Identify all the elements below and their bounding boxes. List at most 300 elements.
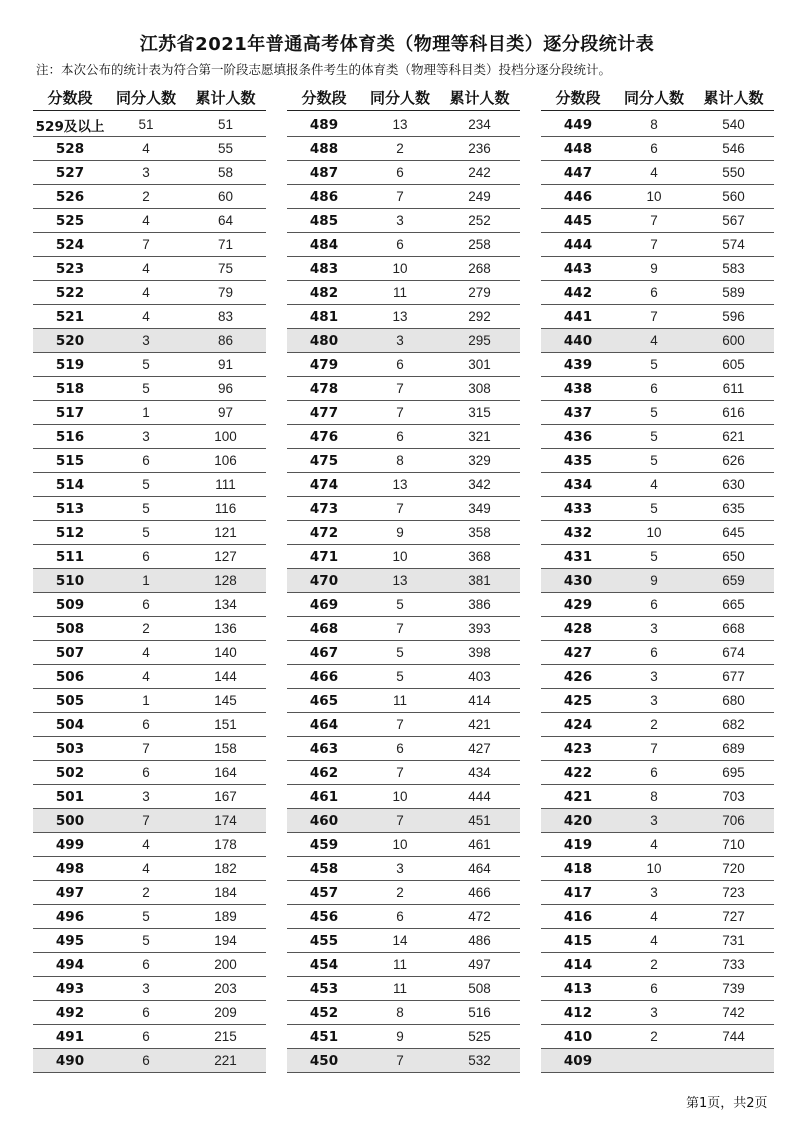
cumulative-cell: 605 (722, 357, 745, 372)
same-score-cell: 7 (142, 741, 150, 756)
cumulative-cell: 574 (722, 237, 745, 252)
table-row (33, 401, 266, 425)
cumulative-cell: 111 (215, 477, 236, 492)
same-score-cell: 10 (392, 837, 408, 852)
cumulative-cell: 200 (214, 957, 237, 972)
same-score-cell: 5 (650, 453, 658, 468)
cumulative-cell: 444 (468, 789, 491, 804)
table-row (287, 809, 520, 833)
cumulative-cell: 64 (217, 213, 234, 228)
cumulative-cell: 116 (214, 501, 237, 516)
score-cell: 502 (55, 764, 85, 781)
score-cell: 489 (309, 116, 339, 133)
cumulative-cell: 60 (217, 189, 234, 204)
table-row (33, 713, 266, 737)
cumulative-cell: 221 (214, 1053, 237, 1068)
same-score-cell: 6 (142, 957, 150, 972)
cumulative-cell: 508 (468, 981, 491, 996)
score-cell: 522 (55, 284, 85, 301)
score-cell: 437 (563, 404, 593, 421)
score-cell: 409 (563, 1052, 593, 1069)
same-score-cell: 5 (650, 405, 658, 420)
score-cell: 490 (55, 1052, 85, 1069)
cumulative-cell: 144 (214, 669, 237, 684)
table-row (287, 737, 520, 761)
same-score-cell: 4 (142, 285, 150, 300)
table-row (287, 425, 520, 449)
score-cell: 464 (309, 716, 339, 733)
cumulative-cell: 140 (214, 645, 237, 660)
cumulative-cell: 75 (217, 261, 234, 276)
table-row (287, 833, 520, 857)
same-score-cell: 3 (650, 693, 658, 708)
table-row (287, 977, 520, 1001)
score-cell: 507 (55, 644, 85, 661)
score-cell: 475 (309, 452, 339, 469)
cumulative-cell: 706 (722, 813, 745, 828)
table-row (287, 617, 520, 641)
cumulative-cell: 136 (214, 621, 237, 636)
score-cell: 500 (55, 812, 85, 829)
same-score-cell: 6 (650, 765, 658, 780)
score-cell: 426 (563, 668, 593, 685)
same-score-cell: 2 (142, 189, 150, 204)
same-score-cell: 7 (396, 717, 404, 732)
score-cell: 527 (55, 164, 85, 181)
cumulative-cell: 71 (217, 237, 234, 252)
cumulative-cell: 128 (214, 573, 237, 588)
score-cell: 453 (309, 980, 339, 997)
cumulative-cell: 497 (468, 957, 491, 972)
score-cell: 430 (563, 572, 593, 589)
table-row (541, 665, 774, 689)
table-row (287, 257, 520, 281)
score-cell: 417 (563, 884, 593, 901)
cumulative-cell: 121 (214, 525, 237, 540)
table-row (33, 161, 266, 185)
score-cell: 519 (55, 356, 85, 373)
same-score-cell: 6 (142, 1005, 150, 1020)
score-cell: 448 (563, 140, 593, 157)
table-row (541, 617, 774, 641)
score-cell: 418 (563, 860, 593, 877)
table-row (33, 977, 266, 1001)
score-table-column-1 (33, 84, 266, 1073)
same-score-cell: 7 (650, 237, 658, 252)
score-cell: 424 (563, 716, 593, 733)
same-score-cell: 11 (392, 285, 407, 300)
table-row (287, 641, 520, 665)
table-row (33, 953, 266, 977)
same-score-cell: 7 (396, 381, 404, 396)
same-score-cell: 7 (396, 1053, 404, 1068)
table-row (33, 785, 266, 809)
table-row (541, 833, 774, 857)
cumulative-cell: 680 (722, 693, 745, 708)
table-row (287, 881, 520, 905)
same-score-cell: 5 (650, 549, 658, 564)
table-row (287, 545, 520, 569)
table-row (541, 257, 774, 281)
score-cell: 435 (563, 452, 593, 469)
table-header (33, 84, 266, 111)
score-cell: 446 (563, 188, 593, 205)
score-cell: 510 (55, 572, 85, 589)
same-score-cell: 6 (396, 909, 404, 924)
cumulative-cell: 58 (217, 165, 234, 180)
cumulative-cell: 79 (217, 285, 234, 300)
cumulative-cell: 611 (722, 381, 745, 396)
score-cell: 481 (309, 308, 339, 325)
cumulative-cell: 91 (217, 357, 234, 372)
same-score-cell: 3 (650, 621, 658, 636)
cumulative-cell: 733 (722, 957, 745, 972)
cumulative-cell: 55 (217, 141, 234, 156)
cumulative-cell: 744 (722, 1029, 745, 1044)
score-cell: 505 (55, 692, 85, 709)
cumulative-cell: 695 (722, 765, 745, 780)
table-row (541, 377, 774, 401)
cumulative-cell: 393 (468, 621, 491, 636)
same-score-cell: 3 (650, 669, 658, 684)
table-row (287, 905, 520, 929)
same-score-cell: 3 (396, 333, 404, 348)
score-cell: 423 (563, 740, 593, 757)
same-score-cell: 6 (650, 381, 658, 396)
header-score-range: 分数段 (555, 88, 601, 107)
table-row (287, 761, 520, 785)
same-score-cell: 7 (396, 813, 404, 828)
table-header (541, 84, 774, 111)
cumulative-cell: 106 (214, 453, 237, 468)
table-row (287, 329, 520, 353)
score-cell: 468 (309, 620, 339, 637)
cumulative-cell: 659 (722, 573, 745, 588)
score-cell: 434 (563, 476, 593, 493)
score-cell: 421 (563, 788, 593, 805)
score-cell: 499 (55, 836, 85, 853)
same-score-cell: 6 (650, 597, 658, 612)
table-row (33, 737, 266, 761)
same-score-cell: 6 (396, 237, 404, 252)
score-cell: 491 (55, 1028, 85, 1045)
same-score-cell: 10 (646, 861, 662, 876)
table-row (541, 737, 774, 761)
same-score-cell: 5 (142, 381, 150, 396)
score-cell: 460 (309, 812, 339, 829)
score-cell: 425 (563, 692, 593, 709)
table-row (287, 305, 520, 329)
cumulative-cell: 677 (722, 669, 745, 684)
same-score-cell: 6 (650, 645, 658, 660)
score-cell: 439 (563, 356, 593, 373)
table-row (287, 857, 520, 881)
cumulative-cell: 550 (722, 165, 745, 180)
table-row (287, 185, 520, 209)
score-cell: 508 (55, 620, 85, 637)
same-score-cell: 4 (142, 837, 150, 852)
table-row (33, 617, 266, 641)
table-row (287, 593, 520, 617)
cumulative-cell: 189 (214, 909, 237, 924)
score-cell: 511 (55, 548, 85, 565)
score-cell: 506 (55, 668, 85, 685)
same-score-cell: 6 (142, 549, 150, 564)
score-cell: 497 (55, 884, 85, 901)
cumulative-cell: 295 (468, 333, 491, 348)
same-score-cell: 13 (392, 117, 408, 132)
same-score-cell: 6 (396, 429, 404, 444)
table-note: 注：本次公布的统计表为符合第一阶段志愿填报条件考生的体育类（物理等科目类）投档分逐分段统计。 (36, 62, 612, 77)
table-row (287, 161, 520, 185)
same-score-cell: 7 (650, 213, 658, 228)
score-cell: 451 (309, 1028, 339, 1045)
header-same-score-count: 同分人数 (623, 88, 684, 107)
table-row (541, 281, 774, 305)
cumulative-cell: 174 (214, 813, 237, 828)
table-row (541, 1001, 774, 1025)
table-row (287, 137, 520, 161)
same-score-cell: 2 (142, 621, 150, 636)
table-row (287, 113, 520, 137)
score-cell: 521 (55, 308, 85, 325)
same-score-cell: 1 (142, 693, 150, 708)
same-score-cell: 3 (650, 885, 658, 900)
cumulative-cell: 682 (722, 717, 745, 732)
cumulative-cell: 167 (214, 789, 237, 804)
score-cell: 480 (309, 332, 339, 349)
cumulative-cell: 589 (722, 285, 745, 300)
table-row (541, 689, 774, 713)
same-score-cell: 51 (138, 117, 154, 132)
same-score-cell: 4 (650, 333, 658, 348)
same-score-cell: 4 (650, 837, 658, 852)
table-row (33, 329, 266, 353)
cumulative-cell: 461 (468, 837, 491, 852)
table-row (541, 953, 774, 977)
table-row (287, 377, 520, 401)
cumulative-cell: 368 (468, 549, 491, 564)
score-cell: 520 (55, 332, 85, 349)
score-cell: 466 (309, 668, 339, 685)
table-row (541, 641, 774, 665)
score-cell: 525 (55, 212, 85, 229)
same-score-cell: 4 (650, 477, 658, 492)
score-table-column-2 (287, 84, 520, 1073)
score-cell: 459 (309, 836, 339, 853)
cumulative-cell: 96 (217, 381, 234, 396)
table-row (33, 641, 266, 665)
same-score-cell: 9 (650, 261, 658, 276)
score-cell: 440 (563, 332, 593, 349)
score-cell: 516 (55, 428, 85, 445)
table-row (33, 497, 266, 521)
table-row (541, 905, 774, 929)
score-cell: 441 (563, 308, 593, 325)
cumulative-cell: 616 (722, 405, 745, 420)
cumulative-cell: 308 (468, 381, 491, 396)
score-cell: 488 (309, 140, 339, 157)
header-cumulative-count: 累计人数 (195, 88, 256, 107)
table-row (33, 281, 266, 305)
score-cell: 456 (309, 908, 339, 925)
score-cell: 469 (309, 596, 339, 613)
cumulative-cell: 532 (468, 1053, 491, 1068)
score-cell: 444 (563, 236, 593, 253)
score-cell: 495 (55, 932, 85, 949)
score-cell: 513 (55, 500, 85, 517)
score-cell: 509 (55, 596, 85, 613)
same-score-cell: 7 (396, 405, 404, 420)
score-cell: 515 (55, 452, 85, 469)
same-score-cell: 10 (392, 261, 408, 276)
same-score-cell: 7 (142, 237, 150, 252)
score-table-column-3 (541, 84, 774, 1073)
header-cumulative-count: 累计人数 (449, 88, 510, 107)
cumulative-cell: 194 (214, 933, 237, 948)
cumulative-cell: 83 (217, 309, 234, 324)
same-score-cell: 3 (142, 429, 150, 444)
cumulative-cell: 434 (468, 765, 491, 780)
score-cell: 467 (309, 644, 339, 661)
same-score-cell: 11 (392, 693, 407, 708)
cumulative-cell: 51 (217, 117, 234, 132)
same-score-cell: 13 (392, 477, 408, 492)
table-row (541, 929, 774, 953)
table-row (33, 521, 266, 545)
same-score-cell: 5 (142, 525, 150, 540)
same-score-cell: 4 (142, 261, 150, 276)
same-score-cell: 8 (396, 1005, 404, 1020)
table-row (541, 881, 774, 905)
same-score-cell: 6 (142, 1029, 150, 1044)
cumulative-cell: 321 (468, 429, 491, 444)
same-score-cell: 14 (392, 933, 408, 948)
same-score-cell: 6 (650, 285, 658, 300)
table-row (33, 449, 266, 473)
table-row (33, 569, 266, 593)
same-score-cell: 4 (650, 933, 658, 948)
cumulative-cell: 596 (722, 309, 745, 324)
table-row (541, 593, 774, 617)
cumulative-cell: 723 (722, 885, 745, 900)
score-cell: 447 (563, 164, 593, 181)
cumulative-cell: 451 (468, 813, 491, 828)
header-same-score-count: 同分人数 (369, 88, 430, 107)
table-row (33, 833, 266, 857)
cumulative-cell: 258 (468, 237, 491, 252)
score-cell: 414 (563, 956, 593, 973)
score-cell: 445 (563, 212, 593, 229)
score-cell: 514 (55, 476, 85, 493)
table-row (287, 713, 520, 737)
score-cell: 487 (309, 164, 339, 181)
score-cell: 494 (55, 956, 85, 973)
table-row (541, 353, 774, 377)
same-score-cell: 2 (142, 885, 150, 900)
score-cell: 452 (309, 1004, 339, 1021)
score-cell: 465 (309, 692, 339, 709)
cumulative-cell: 145 (214, 693, 237, 708)
cumulative-cell: 182 (214, 861, 237, 876)
cumulative-cell: 567 (722, 213, 745, 228)
table-row (541, 785, 774, 809)
score-cell: 462 (309, 764, 339, 781)
table-row (33, 881, 266, 905)
table-row (287, 449, 520, 473)
cumulative-cell: 178 (214, 837, 237, 852)
same-score-cell: 3 (142, 981, 150, 996)
table-row (287, 929, 520, 953)
cumulative-cell: 486 (468, 933, 491, 948)
same-score-cell: 6 (396, 165, 404, 180)
cumulative-cell: 540 (722, 117, 745, 132)
same-score-cell: 2 (650, 717, 658, 732)
table-row (287, 521, 520, 545)
table-row (33, 425, 266, 449)
same-score-cell: 5 (650, 501, 658, 516)
cumulative-cell: 689 (722, 741, 745, 756)
table-row (33, 1049, 266, 1073)
same-score-cell: 2 (396, 141, 404, 156)
score-cell: 484 (309, 236, 339, 253)
page-title: 江苏省2021年普通高考体育类（物理等科目类）逐分段统计表 (139, 34, 655, 55)
table-row (287, 785, 520, 809)
header-cumulative-count: 累计人数 (703, 88, 764, 107)
same-score-cell: 10 (392, 549, 408, 564)
same-score-cell: 3 (396, 213, 404, 228)
same-score-cell: 11 (392, 957, 407, 972)
score-cell: 498 (55, 860, 85, 877)
same-score-cell: 1 (142, 573, 150, 588)
same-score-cell: 4 (650, 165, 658, 180)
same-score-cell: 5 (142, 477, 150, 492)
cumulative-cell: 583 (722, 261, 745, 276)
table-row (541, 161, 774, 185)
score-cell: 410 (563, 1028, 593, 1045)
table-row (33, 377, 266, 401)
score-cell: 512 (55, 524, 85, 541)
cumulative-cell: 215 (214, 1029, 237, 1044)
score-cell: 412 (563, 1004, 593, 1021)
score-cell: 524 (55, 236, 85, 253)
same-score-cell: 7 (650, 741, 658, 756)
cumulative-cell: 358 (468, 525, 491, 540)
cumulative-cell: 134 (214, 597, 237, 612)
cumulative-cell: 742 (722, 1005, 745, 1020)
score-cell: 517 (55, 404, 85, 421)
cumulative-cell: 516 (468, 1005, 491, 1020)
cumulative-cell: 151 (214, 717, 237, 732)
score-cell: 483 (309, 260, 339, 277)
table-row (287, 1001, 520, 1025)
same-score-cell: 13 (392, 573, 408, 588)
table-row (287, 497, 520, 521)
score-cell: 419 (563, 836, 593, 853)
cumulative-cell: 242 (468, 165, 491, 180)
score-cell: 470 (309, 572, 339, 589)
table-row (541, 521, 774, 545)
cumulative-cell: 301 (468, 357, 491, 372)
table-row (541, 209, 774, 233)
table-row (33, 905, 266, 929)
cumulative-cell: 525 (468, 1029, 491, 1044)
table-row (287, 353, 520, 377)
same-score-cell: 6 (142, 453, 150, 468)
score-cell: 432 (563, 524, 593, 541)
same-score-cell: 4 (142, 669, 150, 684)
cumulative-cell: 381 (468, 573, 491, 588)
